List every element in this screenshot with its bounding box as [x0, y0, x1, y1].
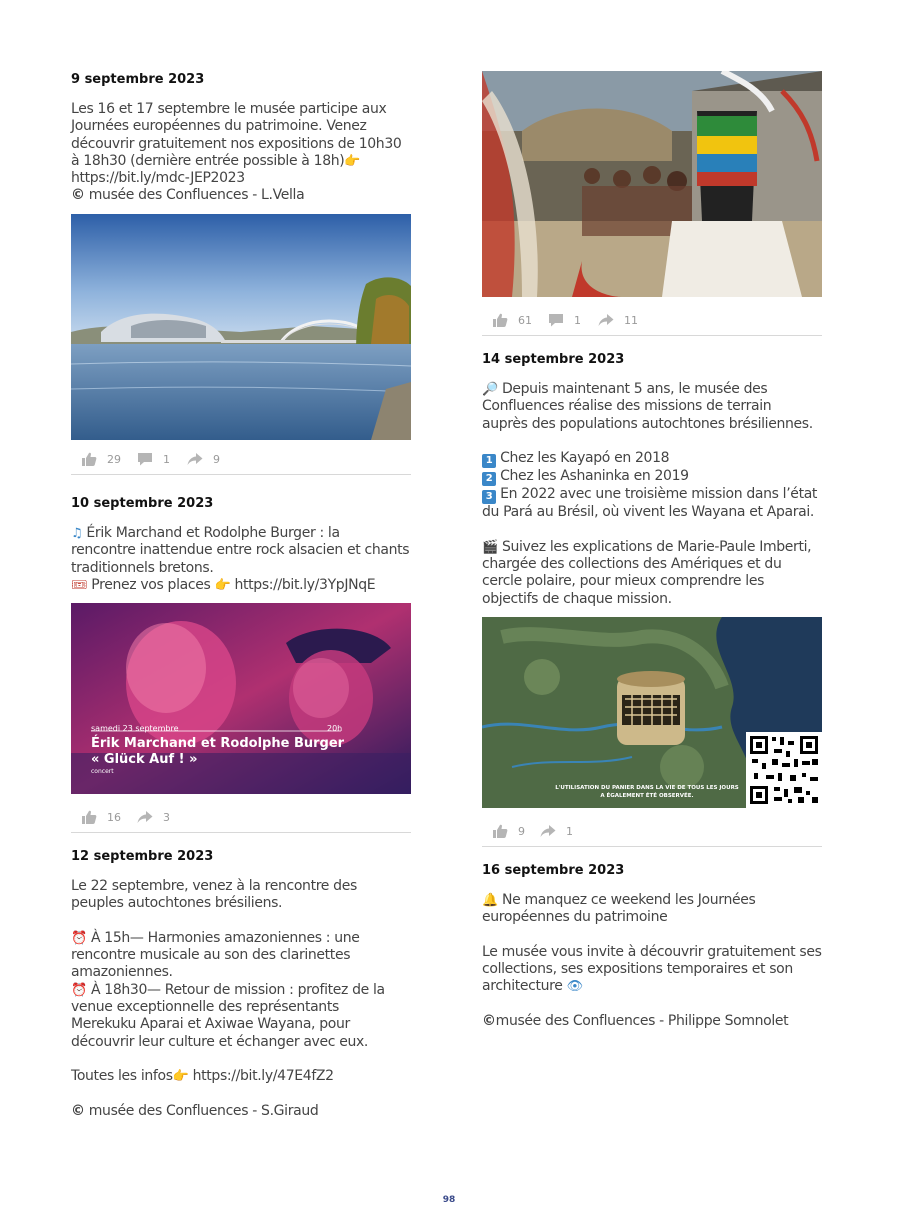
- text-line: européennes du patrimoine: [482, 909, 668, 926]
- text-line: Merekuku Aparai et Axiwae Wayana, pour: [71, 1016, 350, 1033]
- photo-credit: musée des Confluences - Philippe Somnolet: [495, 1013, 789, 1030]
- post-stats: [71, 808, 411, 833]
- text-line: objectifs de chaque mission.: [482, 590, 672, 607]
- text-line: auprès des populations autochtones brésiliennes.: [482, 415, 813, 432]
- text-line: venue exceptionnelle des représentants: [71, 999, 339, 1016]
- page-number: 98: [442, 1195, 456, 1205]
- poster-time: 20h: [327, 724, 343, 733]
- post-link[interactable]: https://bit.ly/mdc-JEP2023: [71, 170, 245, 187]
- post-date: 10 septembre 2023: [71, 496, 214, 511]
- post-date: 14 septembre 2023: [482, 352, 625, 367]
- video-caption: A ÉGALEMENT ÉTÉ OBSERVÉE.: [600, 793, 694, 799]
- post-stats: [71, 450, 411, 475]
- text-line: découvrir leur culture et échanger avec eux.: [71, 1033, 369, 1050]
- post-text: [71, 101, 411, 205]
- alarm-clock-icon: ⏰: [71, 930, 87, 946]
- post-stats: [482, 311, 822, 336]
- music-notes-icon: ♫: [71, 526, 83, 541]
- map-video-still: [482, 617, 822, 808]
- copyright-icon: ©: [482, 1013, 496, 1030]
- number-two-icon: 2: [482, 472, 496, 486]
- photo-credit: musée des Confluences - L.Vella: [88, 187, 305, 204]
- poster-subtitle: « Glück Auf ! »: [91, 752, 198, 767]
- number-one-icon: 1: [482, 454, 496, 468]
- text-line: Le musée vous invite à découvrir gratuitement ses: [482, 943, 822, 960]
- text-line: amazoniennes.: [71, 964, 173, 981]
- pointing-hand-icon: 👉: [344, 153, 361, 169]
- copyright-icon: ©: [71, 187, 85, 204]
- text-line: peuples autochtones brésiliens.: [71, 895, 283, 912]
- text-line: à 18h30 (dernière entrée possible à 18h): [71, 152, 345, 169]
- comment-icon: [548, 313, 564, 327]
- text-line: rencontre musicale au son des clarinettes: [71, 947, 351, 964]
- video-caption: L'UTILISATION DU PANIER DANS LA VIE DE TOUS LES JOURS: [555, 785, 739, 791]
- thumbs-up-icon: [492, 824, 508, 838]
- like-count[interactable]: 9: [492, 824, 525, 838]
- post-text: Le 22 septembre, venez à la rencontre des peuples autochtones brésiliens. ⏰ À 15h— Harmonies amazoniennes : une rencontre musicale au son des clarinettes amazoniennes. ⏰ À 18h30— Retour de mission : profitez de la venue exceptionnelle des représentants Merekuku Aparai et Axiwae Wayana, pour découvrir leur culture et échanger avec eux. Toutes les infos👉 https://bit.ly/47E4fZ2 © musée des Confluences - S.Giraud: [71, 878, 411, 1120]
- post-date: 12 septembre 2023: [71, 849, 214, 864]
- post-date: 16 septembre 2023: [482, 863, 625, 878]
- post-text: 🔎 Depuis maintenant 5 ans, le musée des Confluences réalise des missions de terrain auprès des populations autochtones brésiliennes. 1 Chez les Kayapó en 2018 2 Chez les Ashaninka en 2019 3 En 2022 avec une troisième mission dans l’état du Pará au Brésil, où vivent les Wayana et Aparai. 🎬 Suivez les explications de Marie-Paule Imberti, chargée des collections des Amériques et du cercle polaire, pour mieux comprendre les objectifs de chaque mission.: [482, 381, 822, 608]
- share-count[interactable]: 3: [137, 810, 170, 824]
- text-line: Confluences réalise des missions de terrain: [482, 398, 772, 415]
- post-link[interactable]: https://bit.ly/3YpJNqE: [234, 576, 376, 593]
- photo-credit: musée des Confluences - S.Giraud: [88, 1102, 319, 1119]
- text-line: Journées européennes du patrimoine. Venez: [71, 118, 367, 135]
- text-line: Les 16 et 17 septembre le musée participe aux: [71, 101, 387, 117]
- thumbs-up-icon: [81, 452, 97, 466]
- number-three-icon: 3: [482, 490, 496, 504]
- share-icon: [137, 810, 153, 824]
- thumbs-up-icon: [81, 810, 97, 824]
- text-line: chargée des collections des Amériques et du: [482, 556, 782, 573]
- post-text: 🔔 Ne manquez ce weekend les Journées européennes du patrimoine Le musée vous invite à découvrir gratuitement ses collections, ses expositions temporaires et son architecture 👁 ©musée des Confluences - Philippe Somnolet: [482, 892, 822, 1030]
- text-line: découvrir gratuitement nos expositions de 10h30: [71, 135, 402, 152]
- bell-icon: 🔔: [482, 893, 498, 908]
- comment-icon: [137, 452, 153, 466]
- comment-count[interactable]: 1: [137, 452, 170, 466]
- ticket-icon: 🎟: [71, 577, 88, 593]
- post-text: ♫ Érik Marchand et Rodolphe Burger : la rencontre inattendue entre rock alsacien et chants traditionnels bretons. 🎟 Prenez vos places 👉 https://bit.ly/3YpJNqE: [71, 525, 410, 593]
- share-icon: [187, 452, 203, 466]
- thumbs-up-icon: [492, 313, 508, 327]
- like-count[interactable]: 16: [81, 810, 121, 824]
- post-date: 9 septembre 2023: [71, 72, 205, 87]
- pointing-hand-icon: 👉: [214, 577, 231, 593]
- text-line: cercle polaire, pour mieux comprendre les: [482, 573, 765, 590]
- poster-title: Érik Marchand et Rodolphe Burger: [91, 736, 345, 751]
- share-icon: [540, 824, 556, 838]
- like-count[interactable]: 29: [81, 452, 121, 466]
- text-line: du Pará au Brésil, où vivent les Wayana et Aparai.: [482, 504, 815, 521]
- like-count[interactable]: 61: [492, 313, 532, 327]
- share-count[interactable]: 11: [598, 313, 638, 327]
- confluences-museum-photo: [71, 214, 411, 440]
- concert-poster: [71, 603, 411, 794]
- post-stats: [482, 822, 822, 847]
- text-line: Le 22 septembre, venez à la rencontre des: [71, 878, 357, 894]
- copyright-icon: ©: [71, 1102, 85, 1119]
- share-icon: [598, 313, 614, 327]
- share-count[interactable]: 9: [187, 452, 220, 466]
- poster-date: samedi 23 septembre: [91, 724, 179, 733]
- poster-category: concert: [91, 768, 114, 775]
- text-line: rencontre inattendue entre rock alsacien et chants: [71, 542, 410, 559]
- clapperboard-icon: 🎬: [482, 539, 498, 555]
- post-link[interactable]: https://bit.ly/47E4fZ2: [192, 1068, 334, 1085]
- indigenous-people-photo: [482, 71, 822, 297]
- text-line: collections, ses expositions temporaires et son: [482, 961, 793, 978]
- pointing-hand-icon: 👉: [172, 1069, 189, 1085]
- eye-icon: 👁: [566, 979, 583, 995]
- comment-count[interactable]: 1: [548, 313, 581, 327]
- alarm-clock-icon: ⏰: [71, 982, 87, 998]
- magnifier-icon: 🔎: [482, 382, 498, 397]
- share-count[interactable]: 1: [540, 824, 573, 838]
- text-line: traditionnels bretons.: [71, 559, 214, 576]
